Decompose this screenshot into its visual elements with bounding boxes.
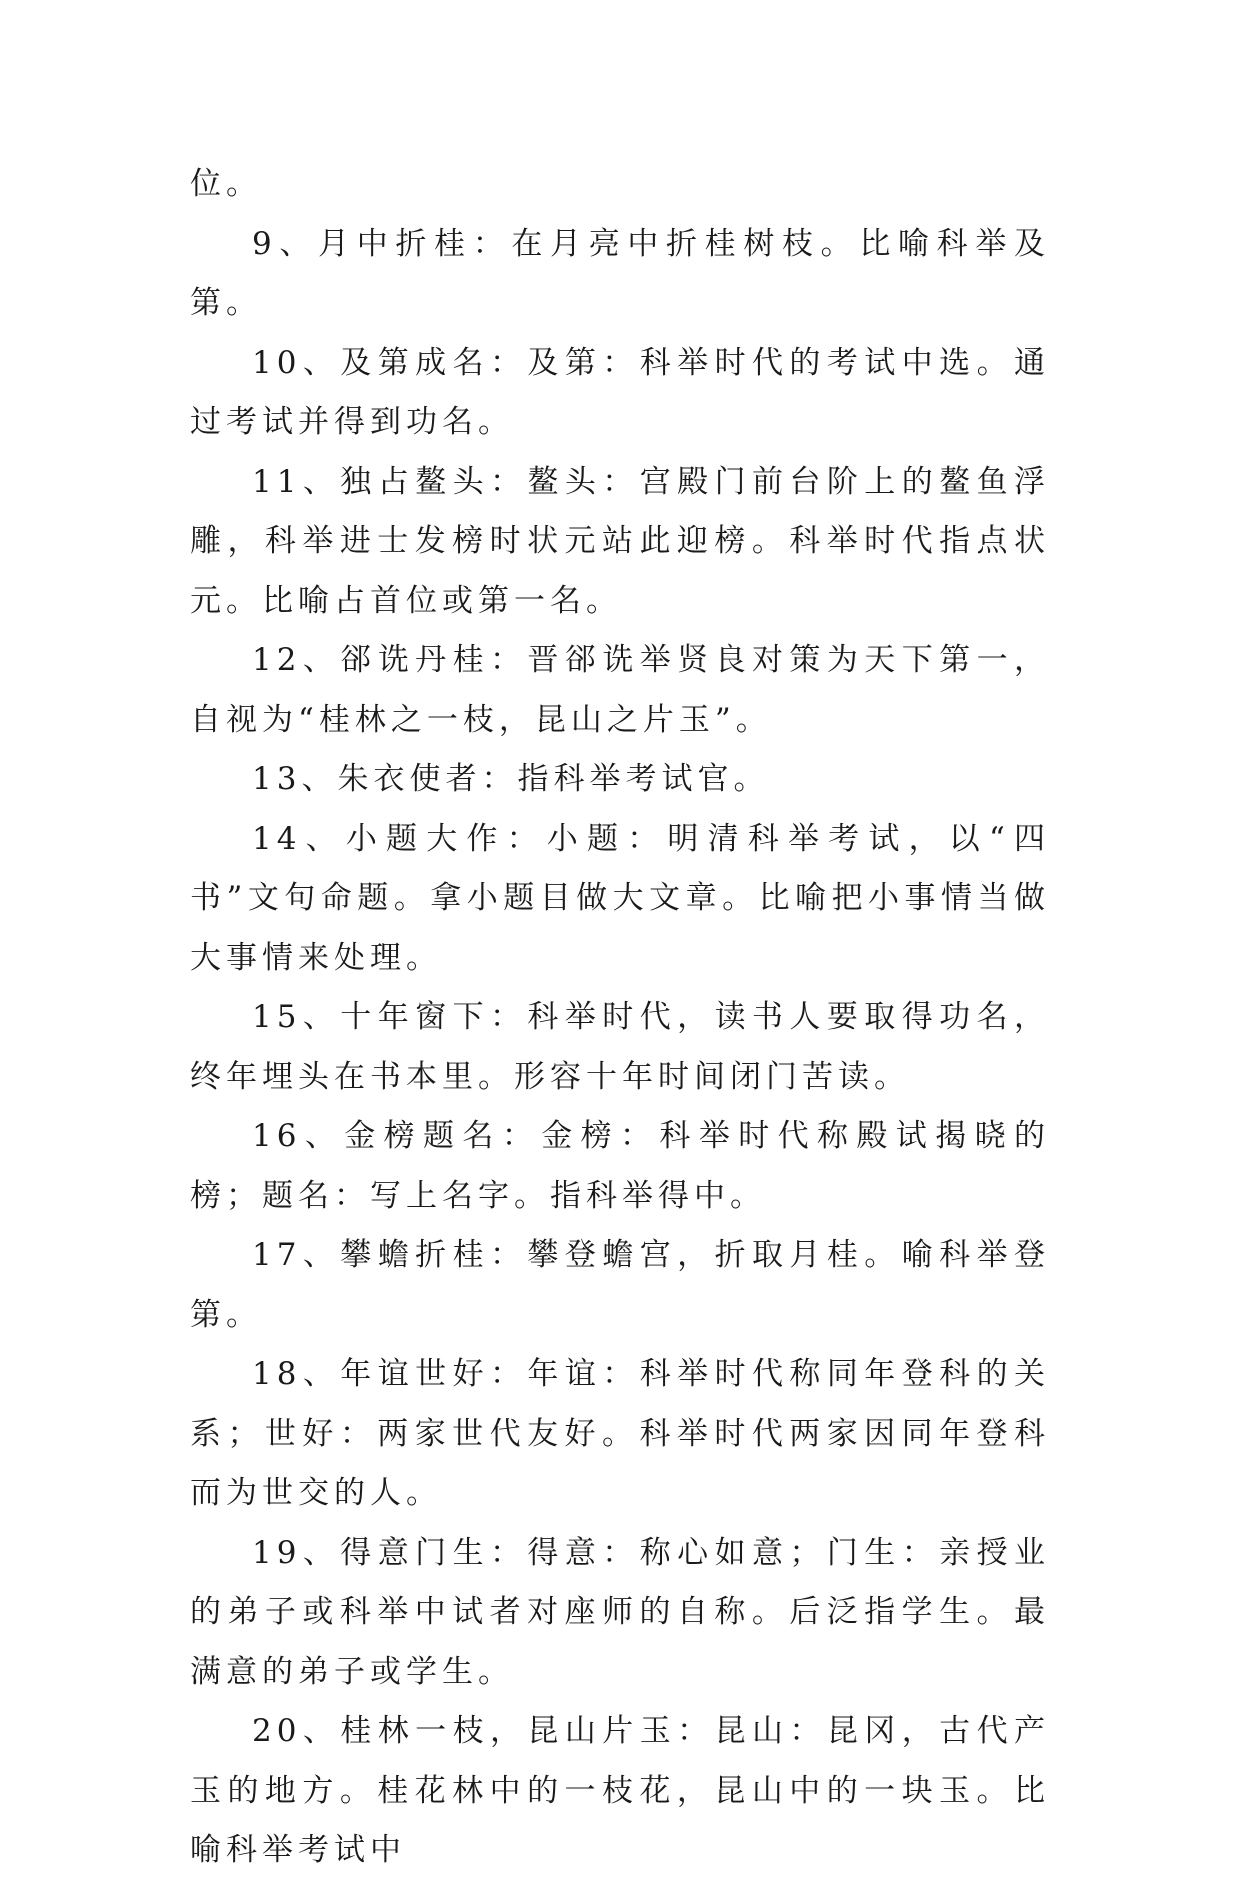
paragraph-item-14: 14、小题大作：小题：明清科举考试，以“四书”文句命题。拿小题目做大文章。比喻把小事情当做大事情来处理。 bbox=[190, 820, 1050, 976]
document-body bbox=[190, 155, 1050, 1881]
paragraph-item-13: 13、朱衣使者：指科举考试官。 bbox=[252, 761, 770, 797]
paragraph-item-17: 17、攀蟾折桂：攀登蟾宫，折取月桂。喻科举登第。 bbox=[190, 1237, 1050, 1333]
paragraph-item-16: 16、金榜题名：金榜：科举时代称殿试揭晓的榜；题名：写上名字。指科举得中。 bbox=[190, 1118, 1050, 1214]
paragraph-item-15: 15、十年窗下：科举时代，读书人要取得功名，终年埋头在书本里。形容十年时间闭门苦读。 bbox=[190, 999, 1050, 1095]
paragraph-item-12: 12、郤诜丹桂：晋郤诜举贤良对策为天下第一，自视为“桂林之一枝，昆山之片玉”。 bbox=[190, 642, 1050, 738]
paragraph-item-19: 19、得意门生：得意：称心如意；门生：亲授业的弟子或科举中试者对座师的自称。后泛指学生。最满意的弟子或学生。 bbox=[190, 1534, 1050, 1690]
paragraph-item-18: 18、年谊世好：年谊：科举时代称同年登科的关系；世好：两家世代友好。科举时代两家因同年登科而为世交的人。 bbox=[190, 1356, 1050, 1511]
paragraph-continuation: 位。 bbox=[190, 166, 262, 202]
paragraph-item-11: 11、独占鳌头：鳌头：宫殿门前台阶上的鳌鱼浮雕，科举进士发榜时状元站此迎榜。科举时代指点状元。比喻占首位或第一名。 bbox=[190, 463, 1050, 619]
paragraph-item-9: 9、月中折桂：在月亮中折桂树枝。比喻科举及第。 bbox=[190, 225, 1050, 321]
paragraph-item-20: 20、桂林一枝，昆山片玉：昆山：昆冈，古代产玉的地方。桂花林中的一枝花，昆山中的一块玉。比喻科举考试中 bbox=[190, 1713, 1050, 1868]
paragraph-item-10: 10、及第成名：及第：科举时代的考试中选。通过考试并得到功名。 bbox=[190, 344, 1050, 440]
